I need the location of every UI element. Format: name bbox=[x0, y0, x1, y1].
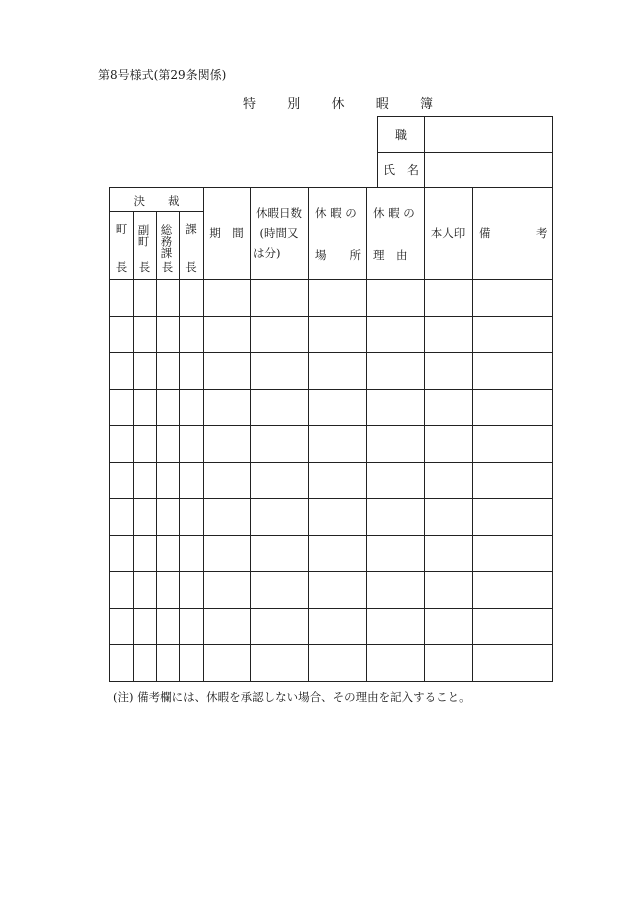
table-cell[interactable] bbox=[133, 389, 156, 426]
table-cell[interactable] bbox=[156, 279, 179, 316]
table-cell[interactable] bbox=[179, 462, 203, 499]
table-cell[interactable] bbox=[472, 535, 552, 572]
table-cell[interactable] bbox=[424, 571, 472, 608]
table-cell[interactable] bbox=[110, 425, 133, 462]
table-cell[interactable] bbox=[424, 352, 472, 389]
table-cell[interactable] bbox=[250, 498, 308, 535]
table-cell[interactable] bbox=[308, 644, 366, 681]
table-cell[interactable] bbox=[472, 498, 552, 535]
table-cell[interactable] bbox=[156, 535, 179, 572]
table-cell[interactable] bbox=[179, 352, 203, 389]
table-cell[interactable] bbox=[250, 389, 308, 426]
days-header-line1: 休暇日数 bbox=[256, 206, 302, 220]
remarks-header-left: 備 bbox=[479, 226, 491, 240]
approver-section-bottom: 長 bbox=[185, 260, 197, 274]
employee-info-box bbox=[377, 116, 553, 188]
table-cell[interactable] bbox=[472, 425, 552, 462]
table-cell[interactable] bbox=[424, 462, 472, 499]
approver-general-affairs-bottom: 長 bbox=[161, 260, 174, 274]
table-cell[interactable] bbox=[110, 644, 133, 681]
title-char: 暇 bbox=[375, 97, 389, 112]
table-cell[interactable] bbox=[308, 608, 366, 645]
approver-mayor-top: 町 bbox=[115, 222, 128, 236]
table-cell[interactable] bbox=[308, 462, 366, 499]
table-cell[interactable] bbox=[250, 571, 308, 608]
table-cell[interactable] bbox=[133, 316, 156, 353]
table-cell[interactable] bbox=[424, 316, 472, 353]
place-header-bottom: 場 所 bbox=[315, 248, 361, 262]
table-cell[interactable] bbox=[366, 571, 424, 608]
table-cell[interactable] bbox=[250, 462, 308, 499]
table-cell[interactable] bbox=[250, 316, 308, 353]
table-cell[interactable] bbox=[472, 352, 552, 389]
leave-register-table bbox=[109, 187, 553, 682]
table-cell[interactable] bbox=[308, 425, 366, 462]
table-cell[interactable] bbox=[203, 644, 250, 681]
table-cell[interactable] bbox=[308, 571, 366, 608]
table-cell[interactable] bbox=[250, 279, 308, 316]
approver-deputy-bottom: 長 bbox=[138, 260, 151, 274]
table-cell[interactable] bbox=[250, 535, 308, 572]
table-cell[interactable] bbox=[250, 425, 308, 462]
name-row bbox=[378, 152, 552, 187]
reason-header-bottom: 理 由 bbox=[373, 248, 408, 262]
table-cell[interactable] bbox=[424, 279, 472, 316]
table-cell[interactable] bbox=[156, 425, 179, 462]
table-cell[interactable] bbox=[308, 498, 366, 535]
table-cell[interactable] bbox=[133, 498, 156, 535]
table-cell[interactable] bbox=[156, 571, 179, 608]
table-cell[interactable] bbox=[110, 389, 133, 426]
approver-deputy-top: 副町 bbox=[136, 224, 151, 247]
table-cell[interactable] bbox=[156, 352, 179, 389]
table-cell[interactable] bbox=[110, 535, 133, 572]
job-label: 職 bbox=[378, 117, 425, 152]
form-number: 第8号様式(第29条関係) bbox=[98, 68, 227, 82]
name-field[interactable] bbox=[425, 152, 552, 187]
table-cell[interactable] bbox=[472, 279, 552, 316]
table-cell[interactable] bbox=[203, 462, 250, 499]
table-cell[interactable] bbox=[110, 608, 133, 645]
table-cell[interactable] bbox=[424, 608, 472, 645]
table-cell[interactable] bbox=[110, 352, 133, 389]
table-cell[interactable] bbox=[472, 608, 552, 645]
table-cell[interactable] bbox=[366, 425, 424, 462]
table-cell[interactable] bbox=[179, 389, 203, 426]
remarks-header-right: 考 bbox=[536, 226, 548, 240]
table-cell[interactable] bbox=[110, 279, 133, 316]
table-cell[interactable] bbox=[179, 608, 203, 645]
table-cell[interactable] bbox=[179, 279, 203, 316]
table-cell[interactable] bbox=[308, 389, 366, 426]
table-cell[interactable] bbox=[308, 535, 366, 572]
table-cell[interactable] bbox=[203, 389, 250, 426]
table-cell[interactable] bbox=[472, 644, 552, 681]
table-cell[interactable] bbox=[203, 535, 250, 572]
job-field[interactable] bbox=[425, 117, 552, 152]
table-cell[interactable] bbox=[250, 352, 308, 389]
table-cell[interactable] bbox=[472, 316, 552, 353]
approver-mayor-bottom: 長 bbox=[115, 260, 128, 274]
table-cell[interactable] bbox=[179, 535, 203, 572]
table-cell[interactable] bbox=[156, 608, 179, 645]
table-cell[interactable] bbox=[366, 316, 424, 353]
period-header: 期 間 bbox=[209, 226, 244, 240]
table-cell[interactable] bbox=[424, 535, 472, 572]
table-cell[interactable] bbox=[133, 644, 156, 681]
table-cell[interactable] bbox=[308, 316, 366, 353]
name-label: 氏 名 bbox=[378, 152, 425, 187]
days-header-line3: は分) bbox=[253, 246, 281, 260]
seal-header: 本人印 bbox=[430, 226, 466, 240]
job-row bbox=[378, 117, 552, 153]
table-cell[interactable] bbox=[133, 352, 156, 389]
table-cell[interactable] bbox=[308, 279, 366, 316]
reason-header-top: 休 暇 の bbox=[373, 206, 415, 220]
table-cell[interactable] bbox=[110, 498, 133, 535]
approval-header: 決 裁 bbox=[133, 194, 180, 208]
table-cell[interactable] bbox=[203, 425, 250, 462]
table-cell[interactable] bbox=[366, 644, 424, 681]
table-cell[interactable] bbox=[110, 316, 133, 353]
table-cell[interactable] bbox=[366, 352, 424, 389]
table-cell[interactable] bbox=[179, 316, 203, 353]
table-cell[interactable] bbox=[156, 389, 179, 426]
table-cell[interactable] bbox=[366, 279, 424, 316]
table-cell[interactable] bbox=[133, 535, 156, 572]
table-cell[interactable] bbox=[110, 571, 133, 608]
table-cell[interactable] bbox=[366, 608, 424, 645]
table-cell[interactable] bbox=[424, 389, 472, 426]
table-cell[interactable] bbox=[179, 644, 203, 681]
table-cell[interactable] bbox=[424, 425, 472, 462]
table-cell[interactable] bbox=[203, 352, 250, 389]
title-char: 別 bbox=[287, 97, 301, 112]
title-char: 特 bbox=[243, 97, 257, 112]
document-title bbox=[243, 93, 433, 112]
table-cell[interactable] bbox=[179, 571, 203, 608]
table-cell[interactable] bbox=[366, 535, 424, 572]
table-cell[interactable] bbox=[472, 462, 552, 499]
table-cell[interactable] bbox=[250, 608, 308, 645]
table-cell[interactable] bbox=[424, 644, 472, 681]
table-cell[interactable] bbox=[156, 316, 179, 353]
table-cell[interactable] bbox=[133, 462, 156, 499]
table-cell[interactable] bbox=[366, 498, 424, 535]
approval-group-divider bbox=[110, 211, 203, 212]
footnote: (注) 備考欄には、休暇を承認しない場合、その理由を記入すること。 bbox=[113, 690, 471, 704]
table-cell[interactable] bbox=[156, 644, 179, 681]
table-cell[interactable] bbox=[472, 571, 552, 608]
table-cell[interactable] bbox=[179, 498, 203, 535]
table-cell[interactable] bbox=[203, 316, 250, 353]
table-cell[interactable] bbox=[156, 462, 179, 499]
table-cell[interactable] bbox=[179, 425, 203, 462]
table-cell[interactable] bbox=[133, 279, 156, 316]
days-header-line2: (時間又 bbox=[259, 226, 299, 240]
table-cell[interactable] bbox=[203, 608, 250, 645]
approver-general-affairs-top: 総務課 bbox=[159, 224, 174, 259]
title-char: 休 bbox=[331, 97, 345, 112]
table-cell[interactable] bbox=[424, 498, 472, 535]
table-cell[interactable] bbox=[366, 462, 424, 499]
table-cell[interactable] bbox=[308, 352, 366, 389]
table-cell[interactable] bbox=[366, 389, 424, 426]
place-header-top: 休 暇 の bbox=[315, 206, 357, 220]
approver-section-top: 課 bbox=[185, 222, 197, 236]
table-cell[interactable] bbox=[203, 279, 250, 316]
table-cell[interactable] bbox=[133, 608, 156, 645]
title-char: 簿 bbox=[419, 97, 433, 112]
table-cell[interactable] bbox=[203, 498, 250, 535]
table-cell[interactable] bbox=[110, 462, 133, 499]
table-cell[interactable] bbox=[133, 425, 156, 462]
table-cell[interactable] bbox=[250, 644, 308, 681]
table-cell[interactable] bbox=[472, 389, 552, 426]
table-cell[interactable] bbox=[156, 498, 179, 535]
table-cell[interactable] bbox=[203, 571, 250, 608]
table-cell[interactable] bbox=[133, 571, 156, 608]
